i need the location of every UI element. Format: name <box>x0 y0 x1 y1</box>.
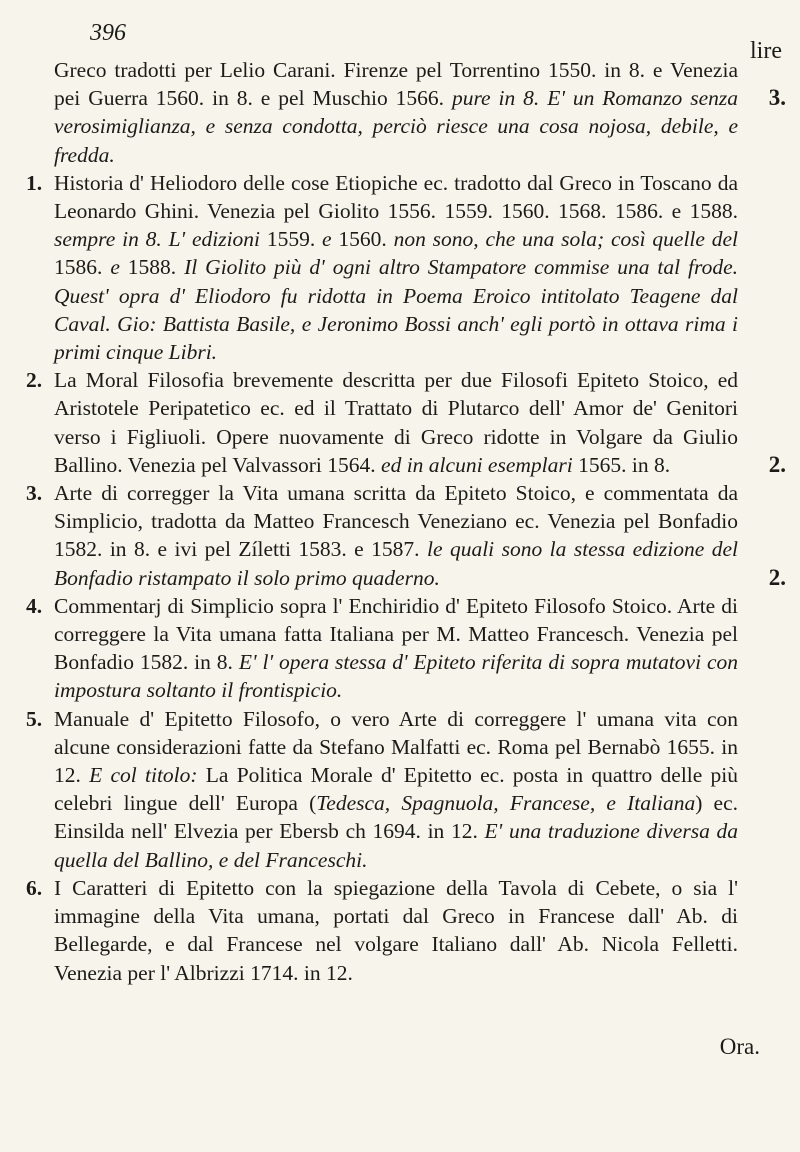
catalogue-entry <box>26 705 738 874</box>
catalogue-entries <box>26 56 786 987</box>
entry-italic-text: E' una traduzione diversa da quella del Ballino, e del Franceschi. <box>54 819 738 872</box>
page-number: 396 <box>90 20 126 46</box>
catalogue-entry <box>26 169 738 366</box>
entry-text: La Moral Filosofia brevemente descritta per due Filosofi Epiteto Stoico, ed Aristotele Peripatetico ec. ed il Trattato di Plutarco dell' Amor de' Genitori verso i Figliuoli. Opere nuovamente di Greco ridotte in Volgare da Giulio Ballino. Venezia pel Valvassori 1564. <box>54 368 738 477</box>
entry-text: 1588. <box>119 255 185 280</box>
entry-text: La Politica Morale d' Epitetto ec. posta in quattro delle più celebri lingue dell' Europa ( <box>54 763 739 816</box>
entry-italic-text: E' l' opera stessa d' Epiteto riferita di sopra mutatovi con impostura soltanto il frontispicio. <box>54 650 739 703</box>
entry-italic-text: Tedesca, Spagnuola, Francese, e Italiana <box>316 791 696 816</box>
entry-number: 2. <box>26 368 43 393</box>
entry-italic-text: Il Giolito più d' ogni altro Stampatore commise una tal frode. Quest' opra d' Eliodoro fu ridotta in Poema Eroico intitolato Teagene dal Caval. Gio: Battista Basile, e Jeronimo Bossi anch' egli portò in ottava rima i primi cinque Libri. <box>54 255 739 365</box>
entry-text: Historia d' Heliodoro delle cose Etiopiche ec. tradotto dal Greco in Toscano da Leonardo Ghini. Venezia pel Giolito 1556. 1559. 1560. 1568. 1586. e 1588. <box>54 170 738 224</box>
entry-price: 2. <box>768 564 786 590</box>
entry-text: 1586. <box>54 255 111 280</box>
entry-text: ) ec. Einsilda nell' Elvezia per Ebersb ch 1694. in 12. <box>54 791 738 844</box>
catchword: Ora. <box>719 1034 760 1059</box>
entry-italic-text: ed in alcuni esemplari <box>381 452 573 477</box>
entry-text: Arte di corregger la Vita umana scritta da Epiteto Stoico, e commentata da Simplicio, tradotta da Matteo Francesch Veneziano ec. Venezia pel Bonfadio 1582. in 8. e ivi pel Zíletti 1583. e 1587. <box>54 481 738 562</box>
entry-italic-text: e <box>322 227 332 252</box>
price-column-label: lire <box>750 38 782 64</box>
catalogue-entry <box>26 56 786 169</box>
catalogue-entry <box>26 874 738 987</box>
entry-italic-text: e <box>110 255 120 280</box>
entry-text: 1560. <box>331 227 394 252</box>
entry-number: 3. <box>26 481 43 506</box>
entry-number: 6. <box>26 875 43 900</box>
entry-italic-text: E col titolo: <box>89 763 198 788</box>
entry-italic-text: sempre in 8. L' edizioni <box>54 227 261 252</box>
entry-italic-text: le quali sono la stessa edizione del Bonfadio ristampato il solo primo quaderno. <box>54 537 738 590</box>
entry-price: 3. <box>768 85 786 110</box>
entry-number: 4. <box>26 593 43 618</box>
entry-number: 5. <box>26 706 43 731</box>
entry-number: 1. <box>26 170 43 195</box>
entry-text: Commentarj di Simplicio sopra l' Enchiridio d' Epiteto Filosofo Stoico. Arte di correggere la Vita umana fatta Italiana per M. Matteo Francesch. Venezia pel Bonfadio 1582. in 8. <box>54 593 738 675</box>
catalogue-entry <box>26 592 738 705</box>
catalogue-entry <box>26 479 786 592</box>
entry-text: Manuale d' Epitetto Filosofo, o vero Arte di correggere l' umana vita con alcune considerazioni fatte da Stefano Malfatti ec. Roma pel Bernabò 1655. in 12. <box>54 706 738 788</box>
entry-italic-text: non sono, che una sola; così quelle del <box>393 227 739 252</box>
entry-text: 1565. in 8. <box>572 452 671 477</box>
catalogue-entry <box>26 366 786 479</box>
entry-text: I Caratteri di Epitetto con la spiegazione della Tavola di Cebete, o sia l' immagine della Vita umana, portati dal Greco in Francese dall' Ab. di Bellegarde, e dal Francese nel volgare Italiano dall' Ab. Nicola Felletti. Venezia per l' Albrizzi 1714. in 12. <box>54 875 738 985</box>
entry-italic-text: pure in 8. E' un Romanzo senza verosimiglianza, e senza condotta, perciò riesce una cosa nojosa, debile, e fredda. <box>54 86 739 167</box>
entry-text: Greco tradotti per Lelio Carani. Firenze pel Torrentino 1550. in 8. e Venezia pei Guerra 1560. in 8. e pel Muschio 1566. <box>54 58 738 111</box>
entry-price: 2. <box>768 451 786 477</box>
entry-text: 1559. <box>260 227 323 252</box>
